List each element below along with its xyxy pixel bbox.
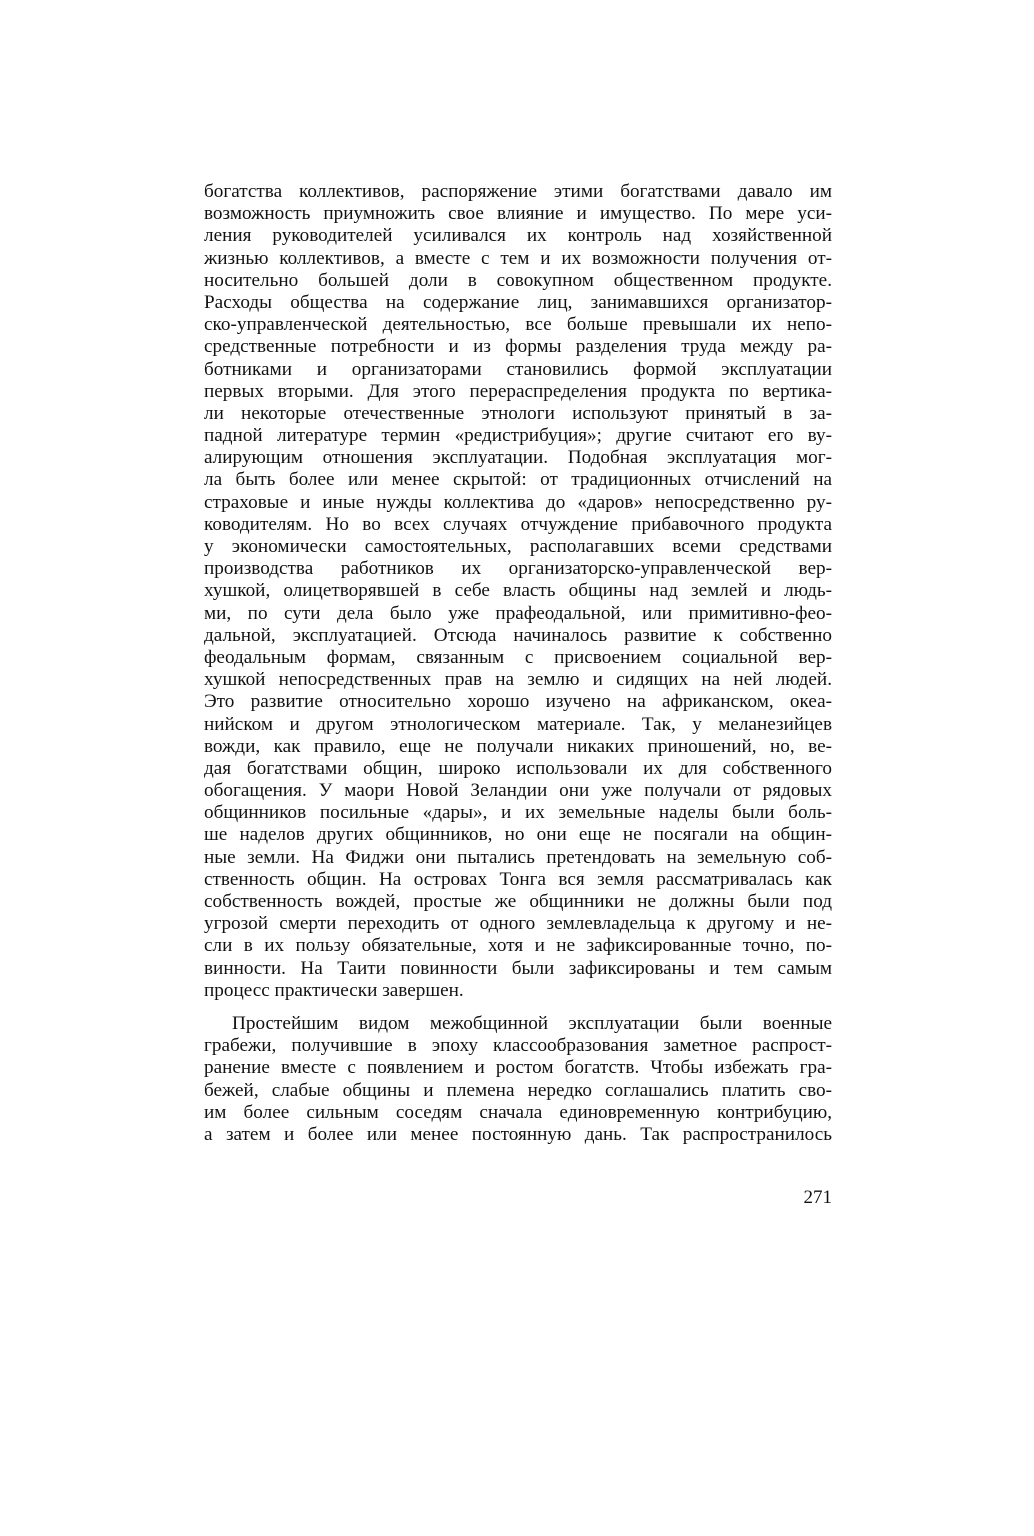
paragraph-2 [204,1013,832,1146]
text-line: Это развитие относительно хорошо изучено на африканском, океа- [204,691,832,713]
text-line: процесс практически завершен. [204,979,464,1001]
text-line: возможность приумножить свое влияние и имущество. По мере уси- [204,203,832,225]
text-line: бежей, слабые общины и племена нередко соглашались платить сво- [204,1079,832,1101]
text-line: грабежи, получившие в эпоху классообразования заметное распрост- [204,1035,832,1057]
text-line: хушкой непосредственных прав на землю и сидящих на ней людей. [204,669,832,691]
text-line: страховые и иные нужды коллектива до «даров» непосредственно ру- [204,491,832,513]
text-line: ные земли. На Фиджи они пытались претендовать на земельную соб- [204,846,832,868]
text-line: Простейшим видом межобщинной эксплуатации были военные [232,1012,832,1034]
text-line: Расходы общества на содержание лиц, занимавшихся организатор- [204,291,832,313]
text-line: у экономически самостоятельных, располагавших всеми средствами [204,536,832,557]
text-line: ла быть более или менее скрытой: от традиционных отчислений на [204,469,832,491]
text-line: ственность общин. На островах Тонга вся земля рассматривалась как [204,868,832,890]
text-line: сли в их пользу обязательные, хотя и не зафиксированные точно, по- [204,935,832,957]
text-line: ли некоторые отечественные этнологи используют принятый в за- [204,402,832,424]
text-line: ско-управленческой деятельностью, все больше превышали их непо- [204,314,832,336]
text-line: нийском и другом этнологическом материале. Так, у меланезийцев [204,713,832,735]
text-line: носительно большей доли в совокупном общественном продукте. [204,269,832,291]
text-line: ботниками и организаторами становились формой эксплуатации [204,358,832,380]
text-line: обогащения. У маори Новой Зеландии они уже получали от рядовых [204,780,832,802]
text-line: богатства коллективов, распоряжение этими богатствами давало им [204,181,832,202]
text-line: ководителям. Но во всех случаях отчуждение прибавочного продукта [204,513,832,535]
text-line: первых вторыми. Для этого перераспределения продукта по вертика- [204,380,832,402]
text-line: ше наделов других общинников, но они еще не посягали на общин- [204,824,832,846]
text-line: дальной, эксплуатацией. Отсюда начиналось развитие к собственно [204,624,832,646]
text-line: а затем и более или менее постоянную дань. Так распространилось [204,1123,832,1145]
body-text [204,181,832,1146]
text-line: угрозой смерти переходить от одного землевладельца к другому и не- [204,913,832,935]
text-line: производства работников их организаторско-управленческой вер- [204,558,832,580]
text-line: винности. На Таити повинности были зафиксированы и тем самым [204,957,832,979]
text-line: вожди, как правило, еще не получали никаких приношений, но, ве- [204,735,832,757]
text-line: им более сильным соседям сначала единовременную контрибуцию, [204,1101,832,1123]
text-line: феодальным формам, связанным с присвоением социальной вер- [204,646,832,668]
text-line: средственные потребности и из формы разделения труда между ра- [204,336,832,358]
text-line: ми, по сути дела было уже прафеодальной, или примитивно-фео- [204,602,832,624]
text-line: ления руководителей усиливался их контроль над хозяйственной [204,225,832,247]
text-line: хушкой, олицетворявшей в себе власть общины над землей и людь- [204,580,832,602]
text-line: жизнью коллективов, а вместе с тем и их возможности получения от- [204,247,832,269]
text-line: общинников посильные «дары», и их земельные наделы были боль- [204,802,832,824]
paragraph-gap [204,1002,832,1013]
text-line: алирующим отношения эксплуатации. Подобная эксплуатация мог- [204,447,832,469]
paragraph-1 [204,181,832,1002]
text-line: ранение вместе с появлением и ростом богатств. Чтобы избежать гра- [204,1057,832,1079]
text-line: собственность вождей, простые же общинники не должны были под [204,891,832,912]
text-line: падной литературе термин «редистрибуция»; другие считают его ву- [204,425,832,447]
page-number: 271 [803,1187,832,1208]
text-line: дая богатствами общин, широко использовали их для собственного [204,757,832,779]
